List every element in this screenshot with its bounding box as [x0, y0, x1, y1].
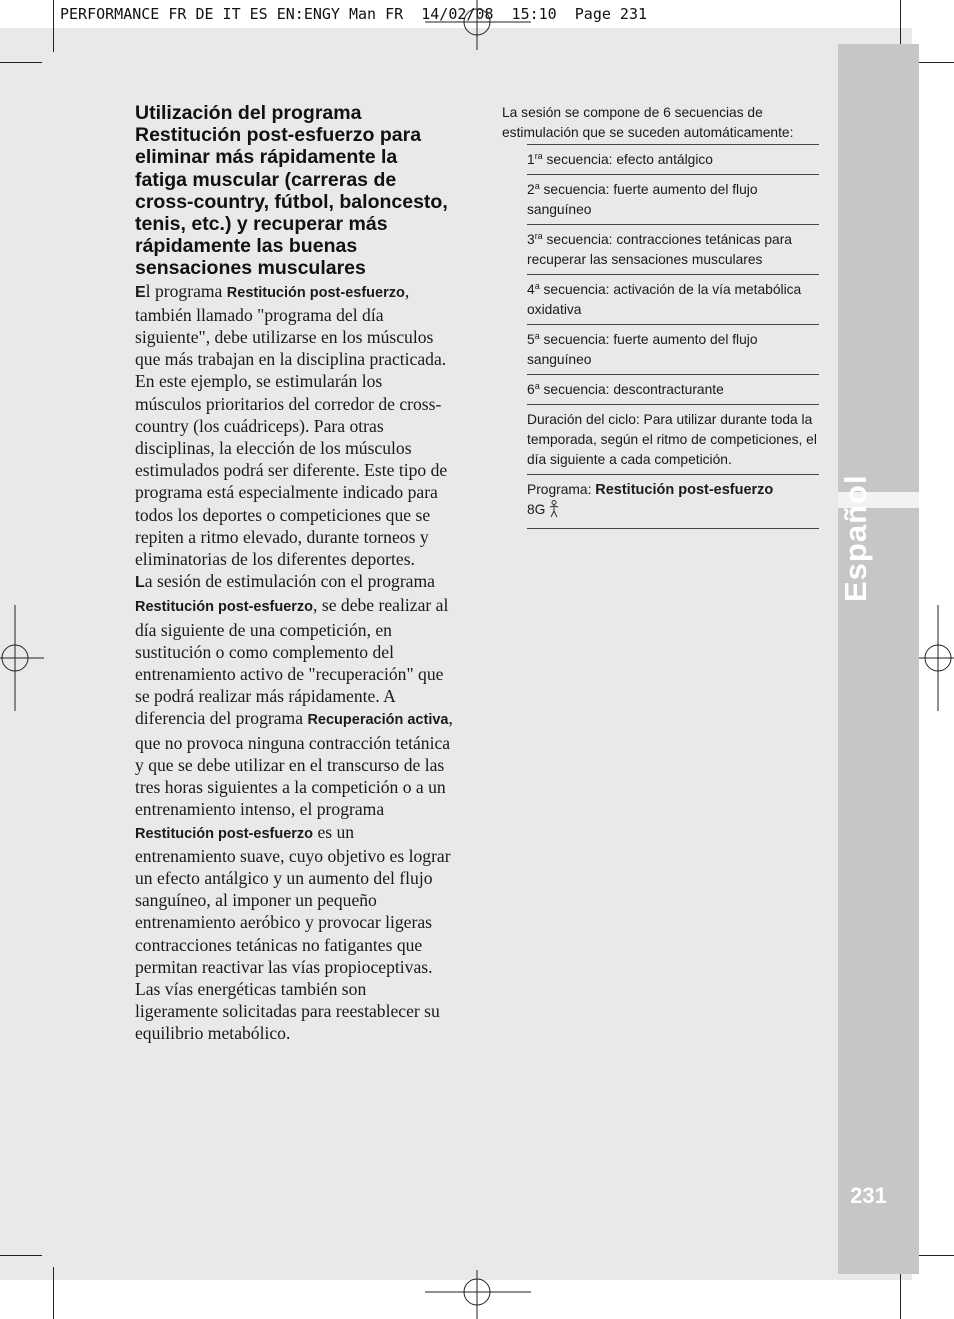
print-header: PERFORMANCE FR DE IT ES EN:ENGY Man FR 14/02/08 15:10 Page 231	[53, 0, 760, 28]
text-run: , también llamado "programa del día siguiente", debe utilizarse en los músculos que más trabajan en la disciplina practicada. En este ejemplo, se estimularán los músculos prioritarios del corredor de cross-country (los cuádriceps). Para otras disciplinas, la elección de los músculos estimulados podrá ser diferente. Este tipo de programa está especialmente indicado para todos los deportes o competiciones que se repiten a ritmo elevado, durante torneos y eliminatorias de los diferentes deportes.	[135, 280, 448, 570]
table-row	[527, 275, 819, 325]
seq-ordinal: a	[534, 181, 540, 191]
program-name: Restitución post-esfuerzo	[135, 599, 314, 616]
text-run: , que no provoca ninguna contracción tetánica y que se debe utilizar en el transcurso de las tres horas siguientes a la competición o a un entrenamiento intenso, el programa	[135, 708, 453, 820]
seq-number: 3	[527, 232, 535, 247]
sequence-table	[527, 144, 819, 529]
seq-ordinal: a	[534, 381, 540, 391]
table-row	[527, 225, 819, 275]
paragraph-2	[135, 570, 453, 1044]
seq-text: secuencia: descontracturante	[539, 382, 724, 397]
language-label	[836, 542, 876, 602]
seq-text: secuencia: contracciones tetánicas para recuperar las sensaciones musculares	[527, 232, 792, 267]
sequence-intro: La sesión se compone de 6 secuencias de estimulación que se suceden automáticamente:	[502, 105, 794, 140]
program-code: 8G	[527, 502, 546, 517]
program-label: Programa:	[527, 482, 596, 497]
seq-text: secuencia: fuerte aumento del flujo sanguíneo	[527, 332, 758, 367]
seq-number: 5	[527, 332, 535, 347]
text-run: , se debe realizar al día siguiente de una competición, en sustitución o como complemento del entrenamiento activo de "recuperación" que se podrá realizar más rápidamente. A diferencia del programa	[135, 595, 449, 729]
crop-mark	[0, 1255, 42, 1256]
seq-number: 4	[527, 282, 535, 297]
registration-mark-left	[0, 605, 44, 711]
left-column	[135, 102, 453, 1045]
registration-mark-top	[425, 0, 531, 50]
crop-mark	[53, 0, 54, 52]
crop-mark	[53, 1267, 54, 1319]
seq-ordinal: a	[534, 281, 540, 291]
program-name: Recuperación activa	[307, 712, 449, 729]
text-run: es un entrenamiento suave, cuyo objetivo es lograr un efecto antálgico y un aumento del flujo sanguíneo, al imponer un pequeño entrenamiento aeróbico y provocar ligeras contracciones tetánicas no fatigantes que permitan reactivar las vías propioceptivas. Las vías energéticas también son ligeramente solicitadas para reestablecer su equilibrio metabólico.	[135, 821, 451, 1044]
seq-text: secuencia: fuerte aumento del flujo sanguíneo	[527, 182, 758, 217]
seq-number: 1	[527, 152, 535, 167]
dropcap: E	[135, 283, 146, 301]
crop-mark	[900, 1267, 901, 1319]
program-name: Restitución post-esfuerzo	[595, 482, 774, 498]
page-number: 231	[850, 1183, 887, 1208]
seq-number: 2	[527, 182, 535, 197]
seq-number: 6	[527, 382, 535, 397]
runner-icon	[547, 500, 561, 524]
program-name: Restitución post-esfuerzo	[226, 284, 405, 301]
seq-ordinal: ra	[534, 151, 543, 161]
table-row	[527, 375, 819, 405]
table-row	[527, 325, 819, 375]
program-name: Restitución post-esfuerzo	[135, 825, 314, 842]
seq-text: secuencia: activación de la vía metabólica oxidativa	[527, 282, 802, 317]
table-row	[527, 145, 819, 175]
language-tab	[838, 44, 919, 1274]
duration-row: Duración del ciclo: Para utilizar durante toda la temporada, según el ritmo de competiciones, el día siguiente a cada competición.	[527, 405, 819, 475]
registration-mark-bottom	[425, 1270, 531, 1319]
seq-text: secuencia: efecto antálgico	[542, 152, 713, 167]
table-row	[527, 175, 819, 225]
text-run: l programa	[145, 280, 227, 301]
seq-ordinal: a	[534, 331, 540, 341]
seq-ordinal: ra	[534, 231, 543, 241]
text-run: a sesión de estimulación con el programa	[144, 571, 435, 592]
dropcap: L	[135, 574, 145, 592]
program-row	[527, 475, 819, 529]
section-title: Utilización del programa Restitución post-esfuerzo para eliminar más rápidamente la fatiga muscular (carreras de cross-country, fútbol, baloncesto, tenis, etc.) y recuperar más rápidamente las buenas sensaciones musculares	[135, 102, 448, 280]
paragraph-1	[135, 280, 453, 571]
crop-mark	[0, 62, 42, 63]
